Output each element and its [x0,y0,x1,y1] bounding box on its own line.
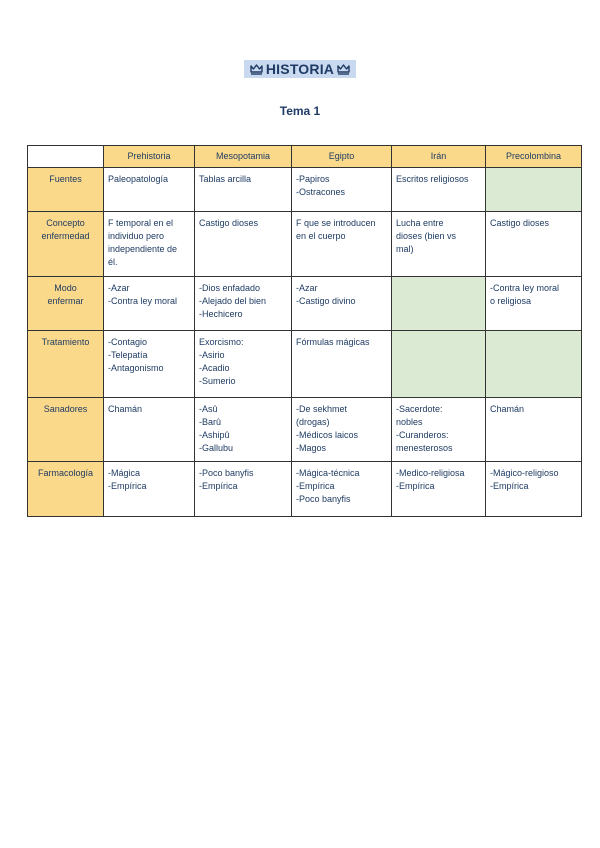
row-header-fuentes: Fuentes [28,168,104,212]
column-header-egipto: Egipto [292,146,392,168]
table-cell: Tablas arcilla [195,168,292,212]
table-cell: -Azar -Castigo divino [292,277,392,331]
table-cell: Fórmulas mágicas [292,331,392,398]
table-row-farmacologia [28,462,582,517]
column-header-prehistoria: Prehistoria [104,146,195,168]
table-cell: -Sacerdote: nobles -Curanderos: menesterosos [392,398,486,462]
table-cell: -Azar -Contra ley moral [104,277,195,331]
row-header-concepto-enfermedad: Concepto enfermedad [28,212,104,277]
page-title-highlight [244,60,356,78]
column-header-mesopotamia: Mesopotamia [195,146,292,168]
empty-cell [486,168,582,212]
page-subtitle: Tema 1 [279,104,321,118]
table-cell: -Dios enfadado -Alejado del bien -Hechicero [195,277,292,331]
empty-cell [392,331,486,398]
table-row-sanadores [28,398,582,462]
table-cell: -Contagio -Telepatía -Antagonismo [104,331,195,398]
row-header-tratamiento: Tratamiento [28,331,104,398]
table-cell: Escritos religiosos [392,168,486,212]
table-corner-cell [28,146,104,168]
row-header-farmacologia: Farmacología [28,462,104,517]
table-cell: Exorcismo: -Asirio -Acadio -Sumerio [195,331,292,398]
table-cell: F temporal en el individuo pero independiente de él. [104,212,195,277]
table-row-fuentes [28,168,582,212]
crown-icon [250,64,263,75]
table-cell: Chamán [486,398,582,462]
table-cell: -Medico-religiosa -Empírica [392,462,486,517]
empty-cell [486,331,582,398]
table-cell: Lucha entre dioses (bien vs mal) [392,212,486,277]
table-cell: -Mágica -Empírica [104,462,195,517]
empty-cell [392,277,486,331]
title-block [0,60,600,79]
table-cell: -De sekhmet (drogas) -Médicos laicos -Magos [292,398,392,462]
table-cell: Castigo dioses [486,212,582,277]
page-title: HISTORIA [265,61,335,77]
row-header-modo-enfermar: Modo enfermar [28,277,104,331]
history-table [27,145,582,517]
table-row-modo-enfermar [28,277,582,331]
table-cell: Castigo dioses [195,212,292,277]
column-header-precolombina: Precolombina [486,146,582,168]
table-cell: -Asû -Barû -Ashipû -Gallubu [195,398,292,462]
table-header-row [28,146,582,168]
table-cell: -Contra ley moral o religiosa [486,277,582,331]
table-cell: -Poco banyfis -Empírica [195,462,292,517]
column-header-iran: Irán [392,146,486,168]
crown-icon [337,64,350,75]
table-cell: F que se introducen en el cuerpo [292,212,392,277]
table-row-concepto-enfermedad [28,212,582,277]
table-row-tratamiento [28,331,582,398]
table-cell: -Mágico-religioso -Empírica [486,462,582,517]
table-cell: -Papiros -Ostracones [292,168,392,212]
row-header-sanadores: Sanadores [28,398,104,462]
table-cell: -Mágica-técnica -Empírica -Poco banyfis [292,462,392,517]
table-cell: Paleopatología [104,168,195,212]
table-cell: Chamán [104,398,195,462]
